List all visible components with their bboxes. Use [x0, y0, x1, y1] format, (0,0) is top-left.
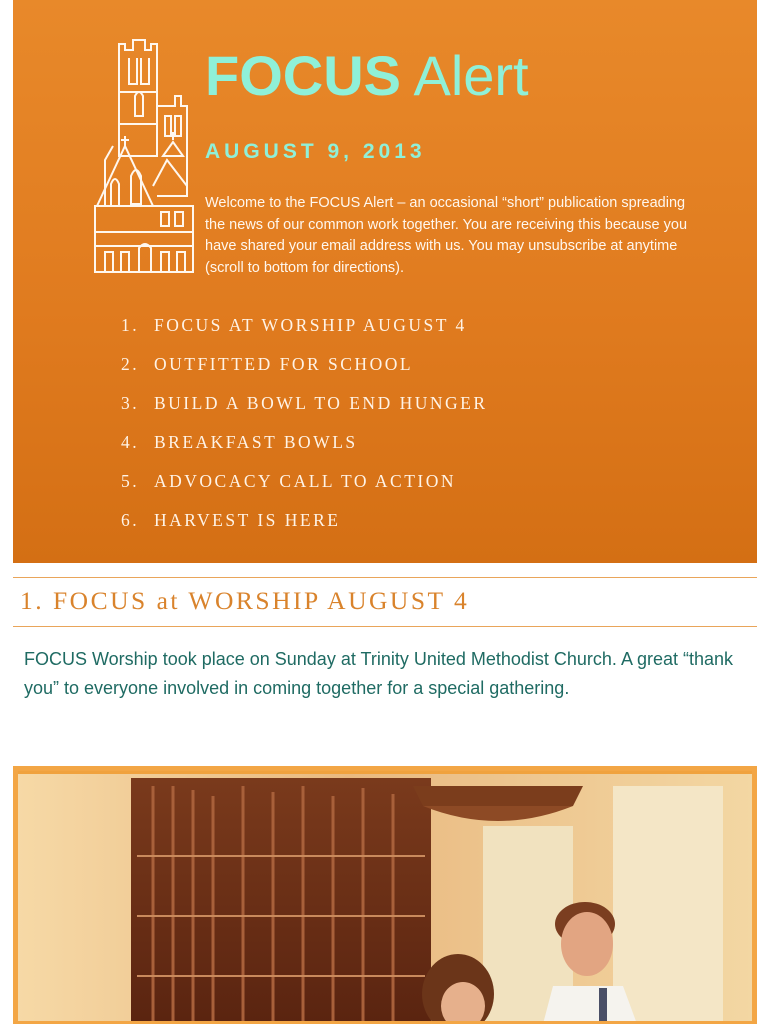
title-focus: FOCUS: [205, 44, 401, 107]
newsletter-header: [13, 0, 757, 563]
newsletter-title: [205, 44, 529, 108]
table-of-contents: [121, 312, 488, 546]
issue-date: AUGUST 9, 2013: [205, 140, 426, 163]
toc-item[interactable]: [121, 312, 488, 351]
toc-item[interactable]: [121, 351, 488, 390]
toc-number: 2.: [121, 354, 140, 374]
toc-label[interactable]: ADVOCACY CALL TO ACTION: [154, 471, 457, 491]
section-body: FOCUS Worship took place on Sunday at Trinity United Methodist Church. A great “thank you” to everyone involved in coming together for a special gathering.: [24, 649, 734, 698]
church-building-icon: [91, 36, 197, 276]
toc-item[interactable]: [121, 507, 488, 546]
toc-label[interactable]: HARVEST IS HERE: [154, 510, 341, 530]
toc-label[interactable]: BUILD A BOWL TO END HUNGER: [154, 393, 488, 413]
title-alert: Alert: [401, 44, 529, 107]
section-heading-bar: [13, 577, 757, 627]
section-heading: 1. FOCUS at WORSHIP AUGUST 4: [20, 586, 470, 615]
intro-paragraph: Welcome to the FOCUS Alert – an occasional “short” publication spreading the news of our common work together. You are receiving this because you have shared your email address with us. You may unsubscribe at anytime (scroll to bottom for directions).: [205, 195, 688, 276]
toc-number: 4.: [121, 432, 140, 452]
toc-label[interactable]: BREAKFAST BOWLS: [154, 432, 358, 452]
worship-photo: [13, 766, 757, 1024]
toc-item[interactable]: [121, 468, 488, 507]
toc-item[interactable]: [121, 429, 488, 468]
toc-number: 3.: [121, 393, 140, 413]
toc-number: 1.: [121, 315, 140, 335]
toc-label[interactable]: FOCUS AT WORSHIP AUGUST 4: [154, 315, 467, 335]
toc-number: 6.: [121, 510, 140, 530]
toc-item[interactable]: [121, 390, 488, 429]
toc-label[interactable]: OUTFITTED FOR SCHOOL: [154, 354, 414, 374]
toc-number: 5.: [121, 471, 140, 491]
